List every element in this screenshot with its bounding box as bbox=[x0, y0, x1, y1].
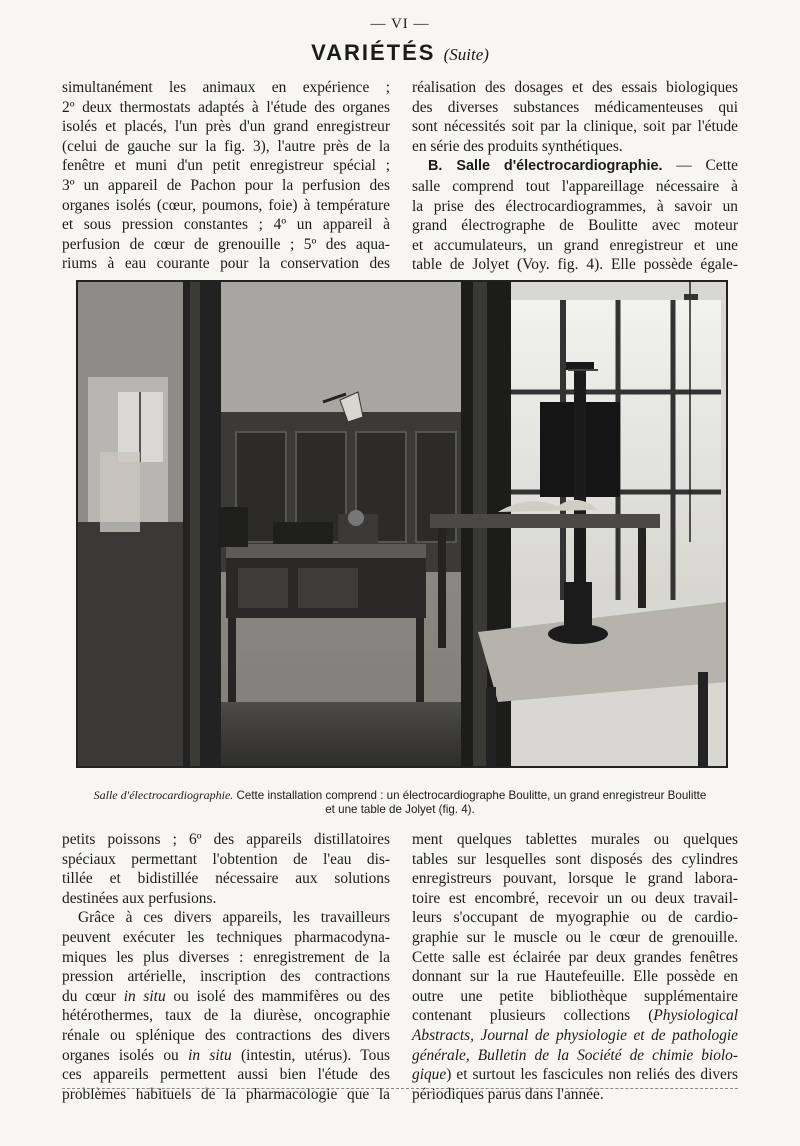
text-line: rénale ou splénique des contractions des divers bbox=[62, 1026, 390, 1044]
text-line: salle comprend tout l'appareillage nécessaire à bbox=[412, 177, 738, 195]
text-line: grand électrographe de Boulitte avec moteur bbox=[412, 217, 738, 235]
text-line: fenêtre et muni d'un petit enregistreur spécial ; bbox=[62, 157, 390, 175]
text-fragment: contenant plusieurs collections ( bbox=[412, 1007, 654, 1025]
section-title-text: VARIÉTÉS bbox=[311, 40, 436, 65]
column-top-left bbox=[62, 78, 390, 274]
text-line: donnant sur la rue Hautefeuille. Elle possède en bbox=[412, 968, 738, 986]
text-line: 3º un appareil de Pachon pour la perfusion des bbox=[62, 176, 390, 194]
text-line: réalisation des dosages et des essais biologiques bbox=[412, 79, 738, 96]
section-b-heading: B. Salle d'électrocardiographie. bbox=[428, 158, 663, 175]
text-line: isolés et placés, l'un près d'un grand enregistreur bbox=[62, 118, 390, 136]
text-fragment: ) et surtout les fascicules non reliés des divers bbox=[446, 1066, 738, 1084]
text-line: peuvent exécuter les techniques pharmacodyna- bbox=[62, 928, 390, 946]
text-line: Grâce à ces divers appareils, les travailleurs bbox=[78, 909, 390, 927]
section-title bbox=[0, 40, 800, 66]
text-line: spéciaux permettant l'obtention de l'eau dis- bbox=[62, 850, 390, 868]
text-fragment-italic: gique bbox=[412, 1066, 447, 1084]
text-line: organes isolés (cœur, poumons, foie) à température bbox=[62, 196, 390, 214]
figure-caption bbox=[62, 788, 738, 817]
text-line: riums à eau courante pour la conservation des bbox=[62, 255, 390, 273]
page-number: — VI — bbox=[370, 16, 430, 32]
text-line: hétérothermes, taux de la diurèse, oncographie bbox=[62, 1007, 390, 1025]
text-line-italic: générale, Bulletin de la Société de chimie biolo- bbox=[412, 1046, 738, 1064]
text-fragment-italic: in situ bbox=[123, 987, 166, 1005]
text-fragment: (intestin, utérus). Tous bbox=[241, 1046, 391, 1064]
text-line-mixed bbox=[62, 1046, 390, 1066]
caption-title: Salle d'électrocardiographie. bbox=[93, 788, 234, 802]
text-line: 2º deux thermostats adaptés à l'étude des organes bbox=[62, 98, 390, 116]
text-fragment-italic: Physiological bbox=[653, 1007, 738, 1025]
figure-photograph bbox=[76, 280, 728, 768]
text-line: outre une petite bibliothèque supplémentaire bbox=[412, 987, 738, 1005]
text-line-mixed bbox=[412, 1065, 738, 1085]
section-b-heading-line bbox=[412, 156, 738, 177]
text-line: tables sur lesquelles sont disposés des cylindres bbox=[412, 850, 738, 868]
column-top-right bbox=[412, 78, 738, 275]
text-line: perfusion de cœur de grenouille ; 5º des aqua- bbox=[62, 235, 390, 253]
column-bottom-right bbox=[412, 830, 738, 1104]
text-line: graphie sur le muscle ou le cœur de grenouille. bbox=[412, 928, 738, 946]
text-line: ment quelques tablettes murales ou quelques bbox=[412, 831, 738, 848]
text-line: et sous pression constantes ; 4º un appareil à bbox=[62, 216, 390, 234]
text-line: sont nécessités soit par la clinique, soit par l'étude bbox=[412, 118, 738, 136]
text-line: périodiques parus dans l'année. bbox=[412, 1085, 604, 1103]
text-line: toire est encombré, recevoir un ou deux travail- bbox=[412, 889, 738, 907]
section-b-dash: — Cette bbox=[662, 157, 738, 175]
text-line-italic: Abstracts, Journal de physiologie et de pathologie bbox=[412, 1026, 738, 1044]
text-line: miques les plus diverses : enregistrement de la bbox=[62, 948, 390, 966]
caption-text-line-1: Cette installation comprend : un électrocardiographe Boulitte, un grand enregistreur Boulitte bbox=[233, 789, 707, 802]
section-subtitle: (Suite) bbox=[443, 45, 489, 64]
text-fragment: ou isolé des mammifères ou des bbox=[173, 987, 390, 1005]
text-line-mixed bbox=[412, 1006, 738, 1026]
text-line: (celui de gauche sur la fig. 3), l'autre près de la bbox=[62, 137, 390, 155]
text-line: simultanément les animaux en expérience ; bbox=[62, 79, 390, 96]
text-line: leurs s'occupant de myographie ou de cardio- bbox=[412, 909, 738, 927]
text-line: en série des produits synthétiques. bbox=[412, 137, 623, 155]
text-fragment: organes isolés ou bbox=[62, 1046, 179, 1064]
text-line: et accumulateurs, un grand enregistreur et une bbox=[412, 236, 738, 254]
text-line: problèmes habituels de la pharmacologie que la bbox=[62, 1085, 390, 1103]
text-line: la prise des électrocardiogrammes, à savoir un bbox=[412, 197, 738, 215]
text-line: petits poissons ; 6º des appareils distillatoires bbox=[62, 831, 390, 848]
text-line: tillée et bidistillée nécessaire aux solutions bbox=[62, 870, 390, 888]
footer-rule bbox=[62, 1088, 738, 1089]
text-line: destinées aux perfusions. bbox=[62, 889, 217, 907]
text-line-mixed bbox=[62, 987, 390, 1007]
text-line: table de Jolyet (Voy. fig. 4). Elle possède égale- bbox=[412, 256, 738, 274]
laboratory-room-photo bbox=[78, 282, 726, 766]
caption-text-line-2: et une table de Jolyet (fig. 4). bbox=[325, 803, 475, 816]
text-line: des diverses substances médicamenteuses qui bbox=[412, 98, 738, 116]
text-line: pression artérielle, inscription des contractions bbox=[62, 968, 390, 986]
text-fragment-italic: in situ bbox=[188, 1046, 232, 1064]
text-line: enregistreurs pouvant, lorsque le grand labora- bbox=[412, 870, 738, 888]
text-line: ces appareils permettent aussi bien l'étude des bbox=[62, 1066, 390, 1084]
text-line: Cette salle est éclairée par deux grandes fenêtres bbox=[412, 948, 738, 966]
text-fragment: du cœur bbox=[62, 987, 116, 1005]
column-bottom-left bbox=[62, 830, 390, 1104]
